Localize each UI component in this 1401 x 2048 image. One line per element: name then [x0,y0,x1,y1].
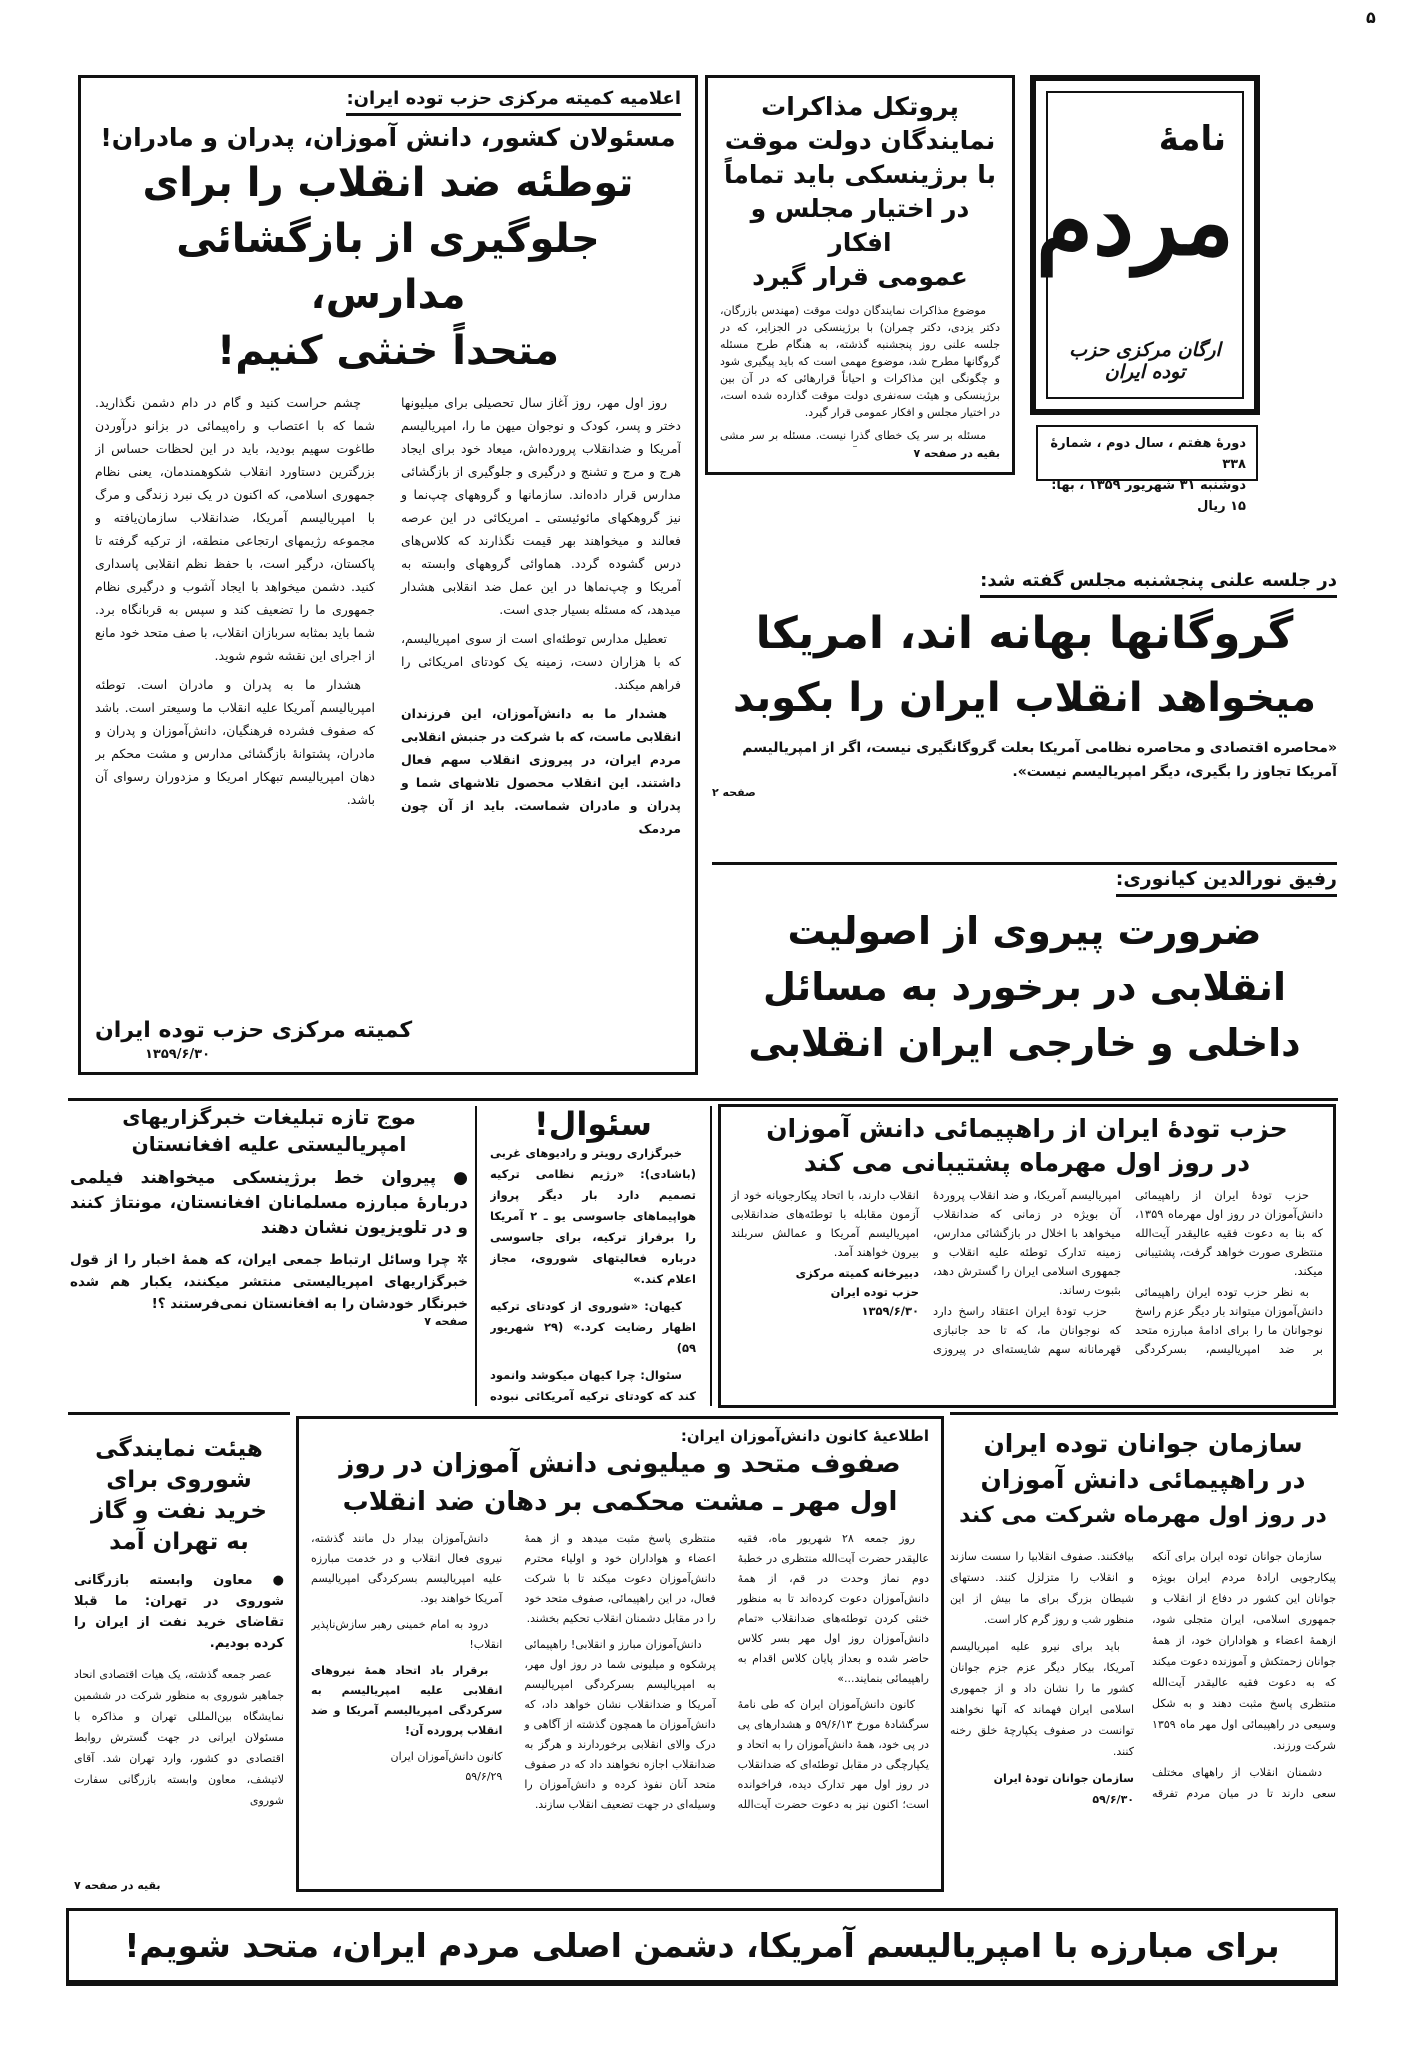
masthead-logo: مردم [1036,168,1234,276]
masthead-subtitle: ارگان مرکزی حزب توده ایران [1069,339,1221,383]
announcement-signature: کمیته مرکزی حزب توده ایران [95,1018,413,1043]
announcement-date: ۱۳۵۹/۶/۳۰ [145,1047,211,1062]
paragraph: هشدار ما به پدران و مادران است. توطئه امپریالیسم آمریکا علیه انقلاب ما وسیعتر است. باشد که صفوف فشرده فرهنگیان، دانش‌آموزان و پدران و مادران، پشتوانهٔ بازگشائی مدارس و مشت محکم بر دهان امپریالیسم تبهکار امریکا و مزدوران رسوای آن باشد. [95,676,375,807]
tudeh-march-headline [731,1112,1323,1180]
headline-line: داخلی و خارجی ایران انقلابی [748,1021,1301,1065]
headline-line: در روز اول مهرماه شرکت می کند [959,1503,1327,1528]
page-number: ۵ [1366,8,1376,27]
headline-line: موج تازه تبلیغات خبرگزاریهای [122,1105,416,1129]
hostages-quote: «محاصره اقتصادی و محاصره نظامی آمریکا بعلت گروگانگیری نیست، اگر از امپریالیسم آمریکا تجاوز را بگیری، دیگر امپریالیسم نیست». [742,740,1337,780]
paragraph: روز اول مهر، روز آغاز سال تحصیلی برای میلیونها دختر و پسر، کودک و نوجوان میهن ما را، امپریالیسم آمریکا و ضدانقلاب پرورده‌اش، میعاد خود برای ایجاد هرج و مرج و تشنج و درگیری و جلوگیری از بازگشائی مدارس قرار داده‌اند. سازمانها و گروههای چپ‌نما و نیز گروهکهای مائوئیستی ـ امریکائی در این عرصه فعالند و میخواهند بهر قیمت نگذارند که کلاس‌های درس گشوده گردد. هماوائی گروههای وابسته به آمریکا و چپ‌نماها در این عمل ضد انقلابی هشدار میدهد، که مسئله بسیار جدی است. [401,394,681,617]
headline-line: حزب تودهٔ ایران از راهپیمائی دانش آموزان [766,1114,1288,1143]
paragraph: دشمنان انقلاب از راههای مختلف سعی دارند تا در میان مردم تفرقه بیافکنند. صفوف انقلابیا را سست سازند و انقلاب را متزلزل کنند. دستهای شیطان بزرگ برای ما بیش از این منظور شب و روز گرم کار است. [950,1550,1336,1800]
soviet-bullet: ● معاون وابسته بازرگانی شوروی در تهران: ما قبلا تقاضای خرید نفت از ایران را کرده بودیم. [74,1573,284,1651]
headline-line: هیئت نمایندگی [95,1436,263,1462]
paragraph: درود به امام خمینی رهبر سازش‌ناپذیر انقلاب! [311,1618,503,1651]
signature-line: حزب توده ایران [830,1285,919,1299]
headline-line: پروتکل مذاکرات [761,92,959,121]
protocol-body [720,302,1000,447]
divider [712,862,1337,865]
headline-line: در راهپیمائی دانش آموزان [980,1465,1306,1494]
headline-line: نمایندگان دولت موقت [724,126,996,155]
divider [68,1412,290,1415]
tudeh-march-article [718,1104,1336,1408]
paragraph: موضوع مذاکرات نمایندگان دولت موقت (مهندس بازرگان، دکتر یزدی، دکتر چمران) با برژینسکی در الجزایر، که در جلسه علنی روز پنجشنبه گذشته، به هنگام طرح مسئله گروگانها مطرح شد، موضوع مهمی است که باید پیگیری شود و چگونگی این مذاکرات و احیاناً قرارهائی که در آن بین برژینسکی و هیئت سه‌نفری دولت موقت گذارده شده است، در اختیار مجلس و افکار عمومی قرار گیرد. [720,304,1000,419]
question-headline: سئوال! [534,1105,652,1143]
paragraph: خبرگزاری رویتر و رادیوهای غربی (باشادی): «رژیم نظامی ترکیه تصمیم دارد بار دیگر پرواز هواپیماهای جاسوسی یو ـ ۲ آمریکا را برفراز ترکیه، برای جاسوسی درباره فعالیتهای شوروی، مجاز اعلام کند.» [490,1145,696,1286]
students-union-headline [311,1445,929,1521]
headline-line: ضرورت پیروی از اصولیت [787,909,1262,953]
paragraph: هشدار ما به دانش‌آموزان، این فرزندان انقلابی ماست، که با شرکت در جنبش انقلابی مردم ایران، در پیروزی انقلاب سهم فعال داشتند. این انقلاب محصول تلاشهای شما و پدران و مادران شماست. باید از آن چون مردمک [401,705,681,836]
bottom-banner [66,1908,1338,1986]
central-committee-announcement [78,75,698,1075]
hostages-kicker: در جلسه علنی پنجشنبه مجلس گفته شد: [980,570,1337,598]
divider [950,1412,1338,1415]
paragraph: روز جمعه ۲۸ شهریور ماه، فقیه عالیقدر حضرت آیت‌الله منتظری در خطبهٔ دوم نماز وحدت در قم، از همهٔ دانش‌آموزان دعوت کرده‌اند تا به منظور خنثی کردن توطئه‌های ضدانقلاب «تمام دانش‌آموزان روز اول مهر بسر کلاس حاضر شده و بعداز پایان کلاس اقدام به راهپیمائی بنمایند...» [737,1532,929,1685]
tudeh-march-body [731,1186,1323,1400]
protocol-article [705,75,1015,475]
signature-line: سازمان جوانان تودهٔ ایران [993,1772,1134,1785]
headline-line: جلوگیری از بازگشائی مدارس، [176,215,600,318]
afghanistan-question: ✲ چرا وسائل ارتباط جمعی ایران، که همهٔ اخبار را از قول خبرگزاریهای امپریالیستی منتشر میکنند، یکبار هم شده خبرنگار خودشان را به افغانستان نمی‌فرستند ؟! [70,1252,468,1312]
youth-org-article [950,1420,1336,1892]
paragraph: برقرار باد اتحاد همهٔ نیروهای انقلابی علیه امپریالیسم به سرکردگی امپریالیسم آمریکا و ضد انقلاب پرورده آن! [311,1664,503,1737]
kianouri-article [712,868,1337,1093]
youth-org-body [950,1546,1336,1892]
soviet-body: عصر جمعه گذشته، یک هیات اقتصادی انحاد جماهیر شوروی به منظور شرکت در ششمین نمایشگاه بین‌المللی تهران و مذاکره با مسئولان ایرانی در جهت گسترش روابط اقتصادی دو کشور، وارد تهران شد. آقای لاتیشف، معاون وابسته بازرگانی سفارت شوروی [74,1668,284,1807]
headline-line: در روز اول مهرماه پشتیبانی می کند [803,1148,1251,1177]
paragraph: حزب تودهٔ ایران از راهپیمائی دانش‌آموزان در روز اول مهرماه ۱۳۵۹، که بنا به دعوت فقیه عالیقدر آیت‌الله منتظری صورت خواهد گرفت، پشتیبانی میکند. [1135,1188,1323,1278]
afghanistan-bullet: ● پیروان خط برژینسکی میخواهند فیلمی دربارهٔ مبارزه مسلمانان افغانستان، مونتاژ کنند و در تلویزیون نشان دهند [70,1168,468,1238]
headline-line: خرید نفت و گاز [91,1498,267,1524]
paragraph: مسئله بر سر یک خطای گذرا نیست. مسئله بر سر مشی [720,429,986,442]
protocol-headline [720,90,1000,294]
headline-line: میخواهد انقلاب ایران را بکوبد [732,675,1317,721]
paragraph: باید برای نیرو علیه امپریالیسم آمریکا، بیکار دیگر عزم جزم جوانان کشور ما را نشان داد و از جمهوری اسلامی ایران فهماند که آنها نخواهند توانست در صفوف یکپارچهٔ خلق رخنه کنند. [950,1640,1134,1758]
hostages-headline [712,602,1337,730]
headline-line: انقلابی در برخورد به مسائل [763,965,1286,1009]
masthead-prefix: نامهٔ [1158,119,1226,159]
signature-line: ۵۹/۶/۳۰ [1092,1793,1134,1806]
announcement-kicker: اعلامیه کمیته مرکزی حزب توده ایران: [346,88,681,116]
headline-line: شوروی برای [106,1467,252,1493]
headline-line: امپریالیستی علیه افغانستان [131,1132,407,1156]
paragraph: کانون دانش‌آموزان ایران که طی نامهٔ سرگشادهٔ مورخ ۵۹/۶/۱۳ و هشدارهای پی در پی خود، همهٔ دانش‌آموزان را به اتحاد و یکپارچگی در مقابل توطئه‌ای که ضدانقلاب در روز اول مهر تدارک دیده، فراخوانده است؛ اکنون نیز به دعوت حضرت آیت‌الله منتظری پاسخ مثبت میدهد و از همهٔ اعضاء و هواداران خود و اولیاء محترم دانش‌آموزان دعوت میکند تا با شرکت فعال، در این راهپیمائی، صفوف متحد خود را در مقابل دشمنان انقلاب تحکیم بخشند. [524,1532,929,1811]
headline-line: به تهران آمد [109,1529,249,1555]
students-union-body [311,1529,929,1881]
masthead [1030,75,1260,415]
signature-line: کانون دانش‌آموزان ایران [390,1750,503,1763]
paragraph: حزب تودهٔ ایران اعتقاد راسخ دارد که نوجوانان ما، که تا حد جانبازی قهرمانانه سهم شایسته‌ای در پیروزی انقلاب دارند، با اتحاد پیکارجویانه خود از آزمون مقابله با توطئه‌های ضدانقلابی امپریالیسم آمریکا و عمالش سربلند بیرون خواهند آمد. [731,1188,1121,1356]
afghanistan-headline [70,1104,468,1158]
headline-line: صفوف متحد و میلیونی دانش آموزان در روز [339,1449,901,1479]
students-union-kicker: اطلاعیهٔ کانون دانش‌آموزان ایران: [680,1427,929,1445]
issue-info-box [1036,425,1258,514]
signature-line: ۱۳۵۹/۶/۳۰ [861,1304,919,1318]
soviet-headline [74,1434,284,1558]
divider [68,1098,1338,1101]
afghanistan-article [70,1104,468,1408]
banner-slogan: برای مبارزه با امپریالیسم آمریکا، دشمن اصلی مردم ایران، متحد شویم! [124,1925,1280,1965]
question-article [482,1106,704,1406]
hostages-page-ref: صفحه ۲ [712,786,756,799]
afghanistan-page-ref: صفحه ۷ [424,1315,468,1328]
headline-line: در اختیار مجلس و افکار [750,194,970,257]
paragraph: سازمان جوانان توده ایران برای آنکه پیکارجویی ارادهٔ مردم ایران بویژه جوانان این کشور در دفاع از انقلاب و جمهوری اسلامی، ایران متجلی شود، ازهمهٔ اعضاء و هواداران خود، از همهٔ جوانان زحمتکش و آموزنده دعوت میکند که به دعوت فقیه عالیقدر آیت‌الله منتظری پاسخ مثبت دهند و به شکل وسیعی در راهپیمائی اول مهر ماه ۱۳۵۹ شرکت ورزند. [1152,1550,1336,1752]
hostages-article [712,570,1337,860]
soviet-delegation-article [70,1420,288,1892]
announcement-subhead: مسئولان کشور، دانش آموزان، پدران و مادران! [100,123,676,152]
continued-label: بقیه در صفحه ۷ [74,1879,161,1892]
headline-line: اول مهر ـ مشت محکمی بر دهان ضد انقلاب [342,1487,898,1517]
students-union-article [296,1416,944,1892]
paragraph: دانش‌آموزان بیدار دل مانند گذشته، نیروی فعال انقلاب و در خدمت مبارزه علیه امپریالیسم بسرکردگی امپریالیسم آمریکا خواهند بود. [311,1532,503,1605]
headline-line: توطئه ضد انقلاب را برای [142,159,634,206]
paragraph: به نظر حزب توده ایران راهپیمائی دانش‌آموزان میتواند بار دیگر عزم راسخ نوجوانان ما را برای ادامهٔ مبارزه متحد بر ضد امپریالیسم، بسرکردگی امپریالیسم آمریکا، و ضد انقلاب پروردهٔ آن بویژه در زمانی که ضدانقلاب میخواهد با اخلال در بازگشائی مدارس، زمینه تدارک توطئه علیه انقلاب و جمهوری اسلامی ایران را گسترش دهد، بثبوت رساند. [933,1188,1323,1356]
signature-line: دبیرخانه کمیته مرکزی [795,1266,919,1280]
divider [710,1106,712,1406]
question-body [490,1143,696,1406]
signature-line: ۵۹/۶/۲۹ [465,1770,503,1783]
paragraph: چشم حراست کنید و گام در دام دشمن نگذارید. شما که با اعتصاب و راه‌پیمائی در بزانو درآوردن طاغوت سهیم بودید، باید در این لحظات حساس از بزرگترین دستاورد انقلاب شکوهمندمان، یعنی نظام جمهوری اسلامی، که اکنون در یک نبرد زندگی و مرگ با امپریالیسم آمریکا، ضدانقلاب سازمان‌یافته و مجموعه رژیمهای ارتجاعی منطقه، از ترکیه گرفته تا پاکستان، درگیر است، با حفظ نظم انقلابی پاسداری کنید. دشمن میخواهد با ایجاد آشوب و درگیری نظام جمهوری ما را تضعیف کند و سپس به قربانگاه برد. شما باید بمثابه سربازان انقلاب، با صف متحد خود مانع از اجرای این نقشه شوم شوید. [95,394,375,663]
headline-line: گروگانها بهانه اند، امریکا [755,608,1294,659]
headline-line: متحداً خنثی کنیم! [216,327,560,374]
youth-org-headline [950,1426,1336,1534]
issue-line: دورهٔ هفتم ، سال دوم ، شمارهٔ ۳۳۸ [1050,436,1246,472]
headline-line: با برژینسکی باید تماماً [723,160,997,189]
headline-line: عمومی قرار گیرد [752,262,968,291]
divider [475,1106,477,1406]
announcement-headline [95,155,681,379]
paragraph: تعطیل مدارس توطئه‌ای است از سوی امپریالیسم، که با هزاران دست، زمینه یک کودتای امریکائی را فراهم میکند. [401,630,681,692]
continued-label: بقیه در صفحه ۷ [913,447,1000,460]
paragraph: کیهان: «شوروی از کودتای ترکیه اظهار رضایت کرد.» (۲۹ شهریور ۵۹) [490,1298,696,1355]
date-line: دوشنبه ۳۱ شهریور ۱۳۵۹ ، بها: ۱۵ ریال [1051,478,1246,514]
paragraph: دانش‌آموزان مبارز و انقلابی! راهپیمائی پرشکوه و میلیونی شما در روز اول مهر، به امپریالیسم بسرکردگی امپریالیسم آمریکا و ضدانقلاب نشان خواهد داد، که دانش‌آموزان ما همچون گذشته از آگاهی و درک والای انقلابی برخوردارند و هرگز به ضدانقلاب اجازه نخواهند داد که در صفوف متحد آنان نفوذ کرده و دانش‌آموزان را وسیله‌ای در جهت تضعیف انقلاب سازند. [524,1638,716,1811]
announcement-body [95,391,681,1010]
headline-line: سازمان جوانان توده ایران [983,1429,1303,1458]
kianouri-headline [712,903,1337,1071]
kianouri-kicker: رفیق نورالدین کیانوری: [1116,868,1337,897]
paragraph: سئوال: چرا کیهان میکوشد وانمود کند که کودتای ترکیه آمریکائی نبوده [490,1367,696,1403]
